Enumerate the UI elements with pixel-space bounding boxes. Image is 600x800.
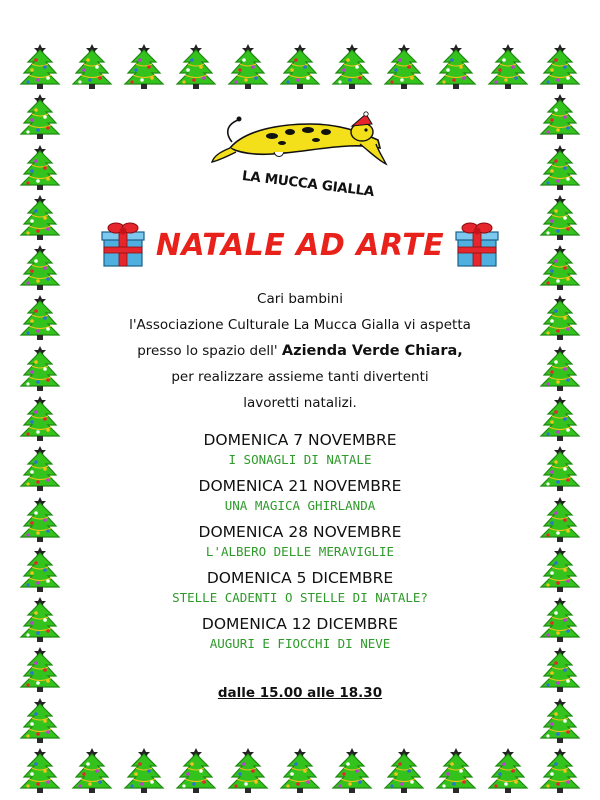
christmas-tree-icon xyxy=(70,744,114,794)
christmas-tree-icon xyxy=(538,291,582,341)
christmas-tree-icon xyxy=(18,191,62,241)
christmas-tree-icon xyxy=(18,643,62,693)
christmas-tree-icon xyxy=(538,241,582,291)
christmas-tree-icon xyxy=(538,442,582,492)
venue-name: Azienda Verde Chiara, xyxy=(281,343,463,359)
event-name: UNA MAGICA GHIRLANDA xyxy=(224,498,376,513)
flyer-content xyxy=(100,100,500,710)
christmas-tree-icon xyxy=(538,141,582,191)
event-list xyxy=(100,430,500,660)
event-name: STELLE CADENTI O STELLE DI NATALE? xyxy=(172,590,428,605)
christmas-tree-icon xyxy=(434,744,478,794)
event-item xyxy=(100,568,500,614)
event-item xyxy=(100,522,500,568)
event-name: I SONAGLI DI NATALE xyxy=(228,452,372,467)
christmas-tree-icon xyxy=(226,744,270,794)
christmas-tree-icon xyxy=(18,442,62,492)
christmas-tree-icon xyxy=(382,744,426,794)
christmas-tree-icon xyxy=(486,40,530,90)
intro-line: Cari bambini xyxy=(257,291,343,307)
christmas-tree-icon xyxy=(538,694,582,744)
event-times: dalle 15.00 alle 18.30 xyxy=(217,685,383,701)
flyer-title: NATALE AD ARTE xyxy=(155,228,445,263)
event-date: DOMENICA 28 NOVEMBRE xyxy=(198,523,402,541)
christmas-tree-icon xyxy=(18,593,62,643)
christmas-tree-icon xyxy=(18,342,62,392)
christmas-tree-icon xyxy=(18,90,62,140)
event-date: DOMENICA 21 NOVEMBRE xyxy=(198,477,402,495)
christmas-tree-icon xyxy=(122,40,166,90)
logo-text: LA MUCCA GIALLA xyxy=(241,167,375,201)
event-date: DOMENICA 5 DICEMBRE xyxy=(206,569,394,587)
christmas-tree-icon xyxy=(538,90,582,140)
christmas-tree-icon xyxy=(122,744,166,794)
christmas-tree-icon xyxy=(174,744,218,794)
christmas-tree-icon xyxy=(538,493,582,543)
christmas-tree-icon xyxy=(538,40,582,90)
intro-line: l'Associazione Culturale La Mucca Gialla vi aspetta xyxy=(129,317,471,333)
christmas-tree-icon xyxy=(18,493,62,543)
christmas-tree-icon xyxy=(382,40,426,90)
christmas-tree-icon xyxy=(18,40,62,90)
christmas-tree-icon xyxy=(538,191,582,241)
event-date: DOMENICA 12 DICEMBRE xyxy=(201,615,399,633)
christmas-tree-icon xyxy=(538,543,582,593)
intro-line: per realizzare assieme tanti divertenti xyxy=(171,369,429,385)
event-item xyxy=(100,476,500,522)
event-date: DOMENICA 7 NOVEMBRE xyxy=(203,431,397,449)
christmas-tree-icon xyxy=(226,40,270,90)
christmas-tree-icon xyxy=(278,744,322,794)
event-item xyxy=(100,430,500,476)
christmas-tree-icon xyxy=(174,40,218,90)
christmas-tree-icon xyxy=(70,40,114,90)
intro-line-prefix: presso lo spazio dell' xyxy=(137,343,278,359)
la-mucca-gialla-logo xyxy=(210,110,390,205)
christmas-tree-icon xyxy=(278,40,322,90)
gift-box-icon xyxy=(454,220,500,268)
christmas-tree-icon xyxy=(330,40,374,90)
christmas-tree-icon xyxy=(538,593,582,643)
christmas-tree-icon xyxy=(18,694,62,744)
intro-line: lavoretti natalizi. xyxy=(243,395,357,411)
christmas-tree-icon xyxy=(434,40,478,90)
event-name: L'ALBERO DELLE MERAVIGLIE xyxy=(205,544,395,559)
christmas-tree-icon xyxy=(18,744,62,794)
gift-box-icon xyxy=(100,220,146,268)
event-item xyxy=(100,614,500,660)
christmas-tree-icon xyxy=(538,643,582,693)
christmas-tree-icon xyxy=(18,543,62,593)
christmas-tree-icon xyxy=(330,744,374,794)
christmas-tree-icon xyxy=(18,241,62,291)
christmas-tree-icon xyxy=(18,392,62,442)
intro-line xyxy=(100,338,500,364)
christmas-tree-icon xyxy=(538,744,582,794)
christmas-tree-icon xyxy=(18,141,62,191)
christmas-tree-icon xyxy=(538,342,582,392)
christmas-tree-icon xyxy=(486,744,530,794)
christmas-tree-icon xyxy=(538,392,582,442)
christmas-tree-icon xyxy=(18,291,62,341)
event-name: AUGURI E FIOCCHI DI NEVE xyxy=(209,636,391,651)
intro-text xyxy=(100,286,500,416)
